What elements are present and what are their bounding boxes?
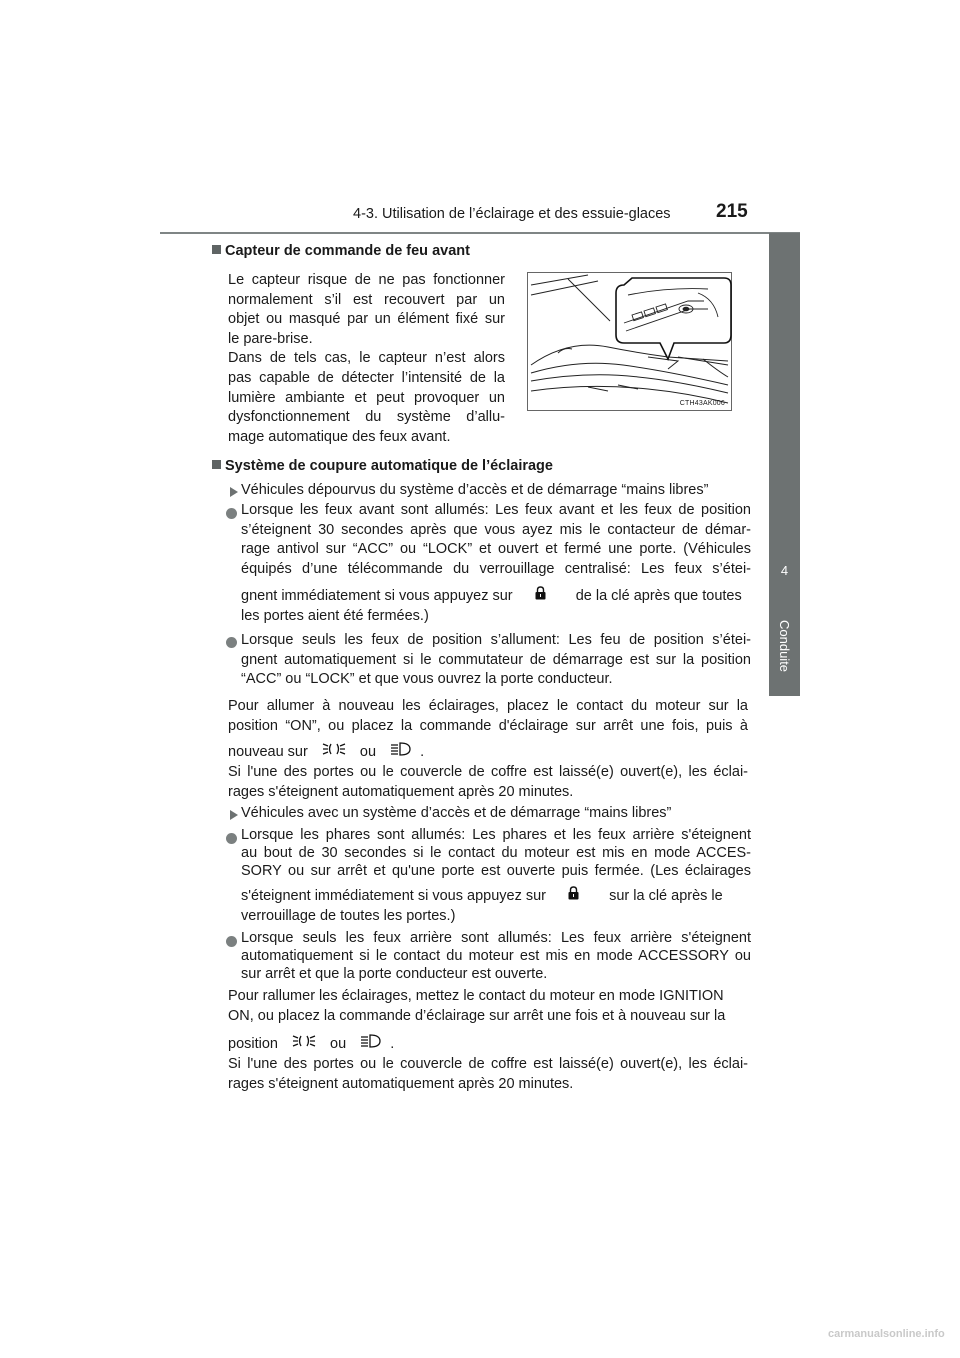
text-line: Lorsque les phares sont allumés: Les phares et les feux arrière s'éteignent: [241, 827, 751, 843]
text-line: équipés d’une télécommande du verrouillage centralisé: Les feux s’étei-: [241, 560, 751, 577]
text-line: Dans de tels cas, le capteur n’est alors: [228, 350, 505, 367]
text-line: Lorsque seuls les feux arrière sont allumés: Les feux arrière s'éteignent: [241, 930, 751, 946]
text-line: le pare-brise.: [228, 330, 313, 347]
square-bullet-icon: [212, 460, 221, 469]
text-line: sur arrêt et que la porte conducteur est ouverte.: [241, 966, 548, 982]
text-line: mage automatique des feux avant.: [228, 428, 451, 445]
text-line: Pour rallumer les éclairages, mettez le contact du moteur en mode IGNITION: [228, 988, 724, 1004]
text-line: Si l'une des portes ou le couvercle de coffre est laissé(e) ouvert(e), les éclai-: [228, 764, 748, 780]
timeout-paragraph: [228, 763, 748, 802]
subheading-smart-entry: [241, 804, 751, 824]
text-line: Pour allumer à nouveau les éclairages, placez le contact du moteur sur la: [228, 698, 748, 714]
text-line: verrouillage de toutes les portes.): [241, 907, 456, 924]
square-bullet-icon: [212, 245, 221, 254]
text-line: [228, 741, 748, 764]
triangle-bullet-icon: [230, 487, 238, 497]
round-bullet-icon: [226, 936, 237, 947]
lock-instruction-line: [241, 586, 751, 626]
windshield-sensor-drawing-icon: [528, 273, 733, 412]
reactivate-paragraph: [228, 697, 748, 736]
section-heading-auto-off: [212, 458, 553, 474]
chapter-number: 4: [780, 563, 789, 578]
text-line: rage antivol sur “ACC” ou “LOCK” et ouvert et fermé une porte. (Véhicules: [241, 541, 751, 558]
section-heading-sensor: [212, 243, 470, 259]
text-line: rages s'éteignent automatiquement après 20 minutes.: [228, 783, 574, 800]
bullet-headlights-off: [241, 501, 751, 579]
lock-icon: [568, 886, 579, 907]
bullet-position-lights: [241, 631, 751, 690]
text-line: objet ou masqué par un élément fixé sur: [228, 311, 505, 328]
page-number: 215: [716, 201, 748, 222]
text-line: Véhicules avec un système d’accès et de démarrage “mains libres”: [241, 805, 672, 821]
text-fragment: nouveau sur: [228, 744, 308, 761]
chapter-label: Conduite: [777, 619, 792, 673]
text-fragment: ou: [330, 1036, 347, 1053]
text-line: Lorsque les feux avant sont allumés: Les feux avant et les feux de position: [241, 502, 751, 518]
round-bullet-icon: [226, 833, 237, 844]
parking-light-icon: [322, 741, 346, 764]
timeout-paragraph-2: [228, 1055, 748, 1094]
text-fragment: sur la clé après le: [609, 888, 723, 905]
sensor-paragraph: [228, 271, 505, 447]
text-line: Le capteur risque de ne pas fonctionner: [228, 272, 505, 288]
parking-light-icon: [292, 1033, 316, 1056]
text-line: lumière ambiante et peut provoquer un: [228, 389, 505, 406]
switch-position-line: [228, 741, 748, 764]
text-fragment: gnent immédiatement si vous appuyez sur: [241, 588, 513, 605]
text-line: s’éteignent 30 secondes après que vous ayez mis le contacteur de démar-: [241, 521, 751, 538]
bullet-headlamps-off: [241, 826, 751, 880]
text-line: automatiquement si le contact du moteur est mis en mode ACCESSORY ou: [241, 948, 751, 964]
header-divider: [160, 232, 800, 234]
section-heading-text: Système de coupure automatique de l’éclairage: [225, 458, 553, 474]
text-line: [241, 886, 751, 907]
text-line: Si l'une des portes ou le couvercle de coffre est laissé(e) ouvert(e), les éclai-: [228, 1056, 748, 1072]
lock-icon: [535, 586, 546, 607]
text-fragment: ou: [359, 744, 377, 761]
bullet-tail-lights: [241, 929, 751, 983]
text-fragment: s'éteignent immédiatement si vous appuyez sur: [241, 888, 547, 905]
triangle-bullet-icon: [230, 810, 238, 820]
relight-paragraph: [228, 987, 748, 1026]
text-line: [228, 1033, 748, 1056]
text-line: pas capable de détecter l’intensité de la: [228, 369, 505, 386]
headlight-icon: [360, 1033, 382, 1056]
figure-code: CTH43AK006: [679, 400, 725, 407]
text-line: gnent automatiquement si le commutateur de démarrage est sur la position: [241, 651, 751, 668]
switch-position-line-2: [228, 1033, 748, 1056]
lock-instruction-line-2: [241, 886, 751, 926]
round-bullet-icon: [226, 508, 237, 519]
running-header: 4-3. Utilisation de l’éclairage et des essuie-glaces: [353, 206, 671, 222]
section-heading-text: Capteur de commande de feu avant: [225, 243, 470, 259]
chapter-side-tab: [769, 233, 800, 696]
text-line: Lorsque seuls les feux de position s’allument: Les feu de position s’étei-: [241, 632, 751, 648]
sensor-illustration: [527, 272, 732, 411]
text-fragment: de la clé après que toutes: [575, 588, 742, 605]
subheading-no-smart-entry: [241, 481, 751, 501]
round-bullet-icon: [226, 637, 237, 648]
text-line: rages s'éteignent automatiquement après 20 minutes.: [228, 1075, 574, 1092]
text-line: “ACC” ou “LOCK” et que vous ouvrez la porte conducteur.: [241, 671, 613, 688]
text-line: les portes aient été fermées.): [241, 607, 429, 624]
text-line: [241, 586, 751, 607]
text-line: ON, ou placez la commande d’éclairage sur arrêt une fois et à nouveau sur la: [228, 1007, 726, 1024]
text-line: dysfonctionnement du système d’allu-: [228, 409, 505, 426]
watermark: carmanualsonline.info: [828, 1328, 945, 1340]
text-line: normalement s’il est recouvert par un: [228, 291, 505, 308]
text-fragment: position: [228, 1036, 278, 1053]
text-line: Véhicules dépourvus du système d’accès et de démarrage “mains libres”: [241, 482, 709, 498]
text-line: au bout de 30 secondes si le contact du moteur est mis en mode ACCES-: [241, 845, 751, 861]
text-line: SORY ou sur arrêt et qu'une porte est ouverte puis fermée. (Les éclairages: [241, 863, 751, 879]
text-fragment: .: [420, 744, 425, 761]
text-line: position “ON”, ou placez la commande d'éclairage sur arrêt une fois, puis à: [228, 717, 748, 734]
text-fragment: .: [390, 1036, 395, 1053]
headlight-icon: [390, 741, 412, 764]
